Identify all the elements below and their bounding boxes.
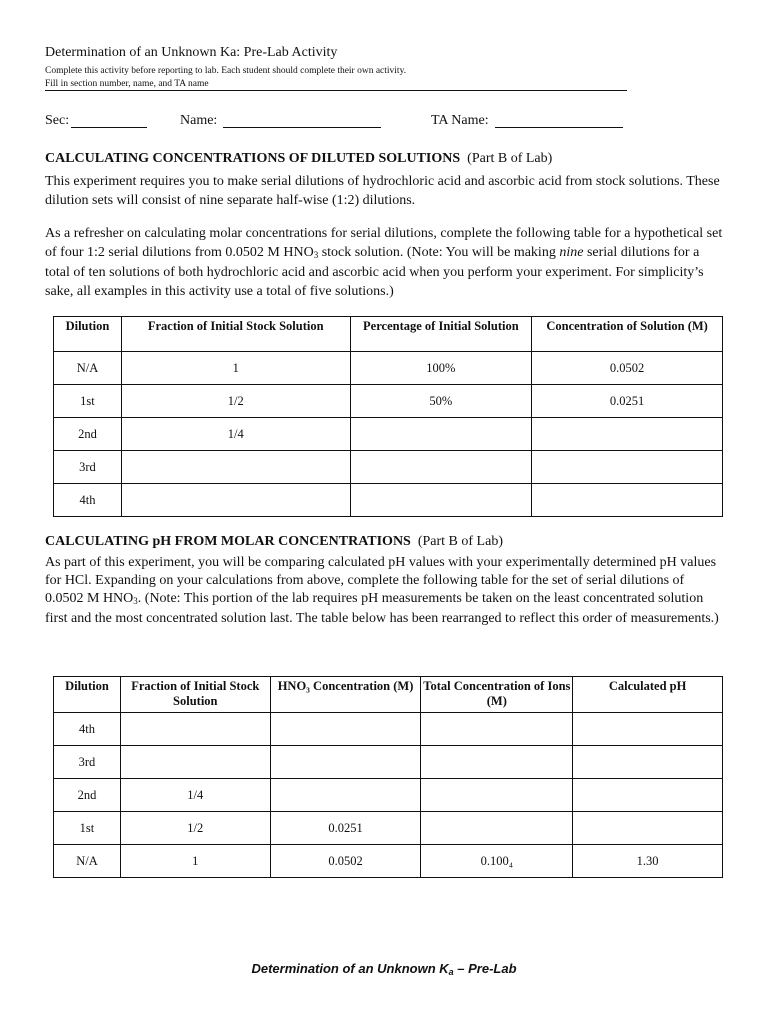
table-row (54, 746, 723, 779)
footer-text-a: Determination of an Unknown K (251, 961, 449, 976)
section-field (45, 113, 69, 129)
table-cell-blank[interactable] (121, 451, 350, 484)
table-cell: 1 (121, 352, 350, 385)
table-row (54, 713, 723, 746)
table-cell: 1/4 (121, 418, 350, 451)
table-row (54, 418, 723, 451)
instruction-text: Complete this activity before reporting to lab. Each student should complete their own activity. (45, 66, 407, 76)
table-cell: 4th (54, 484, 122, 517)
table-cell: 4th (54, 713, 121, 746)
table-cell-blank[interactable] (532, 418, 723, 451)
column-header: HNO₃ Concentration (M) (270, 677, 421, 713)
name-blank[interactable] (223, 113, 381, 128)
dilution-table (53, 316, 723, 517)
table-cell: 2nd (54, 779, 121, 812)
column-header: Total Concentration of Ions (M) (421, 677, 573, 713)
table-cell: 2nd (54, 418, 122, 451)
table-cell-blank[interactable] (573, 746, 723, 779)
table-cell-blank[interactable] (573, 713, 723, 746)
table-cell-blank[interactable] (532, 484, 723, 517)
table-row (54, 845, 723, 878)
ph-text-b: . (Note: This portion of the lab requires pH measurements be taken on the least concentrated solution first and the most concentrated solution last. The table below has been rearranged to reflect this order of measurements.) (45, 591, 719, 626)
table-cell-blank[interactable] (350, 484, 532, 517)
table-cell-blank[interactable] (421, 779, 573, 812)
heading-text: CALCULATING pH FROM MOLAR CONCENTRATIONS (45, 534, 411, 549)
table-row (54, 484, 723, 517)
column-header: Calculated pH (573, 677, 723, 713)
ta-name-label: TA Name: (431, 113, 489, 128)
table-cell-blank[interactable] (121, 484, 350, 517)
page-footer (0, 961, 768, 977)
table-cell-blank[interactable] (270, 713, 421, 746)
table-row (54, 385, 723, 418)
fill-in-instruction: Fill in section number, name, and TA name (45, 79, 627, 91)
column-header: Fraction of Initial Stock Solution (121, 317, 350, 352)
heading-part: (Part B of Lab) (467, 151, 553, 166)
refresher-paragraph (45, 225, 725, 301)
table-cell: 1/4 (120, 779, 270, 812)
ph-text-a: As part of this experiment, you will be comparing calculated pH values with your experimentally determined pH values for HCl. Expanding on your calculations from above, complete the following table for the set of serial dilutions of 0.0502 M HNO (45, 555, 717, 606)
refresher-text-c: serial dilutions for a total of ten solutions of both hydrochloric acid and ascorbic acid when you perform your experiment. For simplicity’s sake, all examples in this activity use a total of five solutions.) (45, 244, 704, 299)
table-cell-blank[interactable] (421, 812, 573, 845)
column-header: Dilution (54, 317, 122, 352)
table-row (54, 779, 723, 812)
table-cell: 0.0251 (532, 385, 723, 418)
table-row (54, 451, 723, 484)
heading-text: CALCULATING CONCENTRATIONS OF DILUTED SOLUTIONS (45, 151, 461, 166)
section-label: Sec: (45, 113, 70, 128)
ta-name-field (431, 113, 489, 129)
section-blank[interactable] (71, 113, 147, 128)
table-cell: N/A (54, 352, 122, 385)
name-label: Name: (180, 113, 218, 128)
refresher-italic: nine (559, 244, 584, 260)
table-cell-blank[interactable] (573, 779, 723, 812)
table-cell: 3rd (54, 746, 121, 779)
table-cell: 0.0251 (270, 812, 421, 845)
footer-subscript: a (448, 967, 454, 977)
student-info-line (45, 113, 745, 133)
refresher-text-a: As a refresher on calculating molar concentrations for serial dilutions, complete the following table for a hypothetical set of four 1:2 serial dilutions from 0.0502 M HNO (45, 226, 723, 260)
ta-name-blank[interactable] (495, 113, 623, 128)
table-cell: 50% (350, 385, 532, 418)
table-cell-blank[interactable] (120, 746, 270, 779)
table-header-row (54, 317, 723, 352)
table-cell: 1.30 (573, 845, 723, 878)
table-cell: 3rd (54, 451, 122, 484)
table-cell: N/A (54, 845, 121, 878)
ph-paragraph (45, 554, 725, 628)
subscript: 3 (133, 596, 138, 606)
table-cell: 1/2 (120, 812, 270, 845)
table-cell-blank[interactable] (270, 779, 421, 812)
column-header: Dilution (54, 677, 121, 713)
table-cell: 0.0502 (270, 845, 421, 878)
table-row (54, 352, 723, 385)
section-heading-concentrations (45, 151, 552, 167)
table-cell-blank[interactable] (350, 451, 532, 484)
table-cell-blank[interactable] (350, 418, 532, 451)
heading-part: (Part B of Lab) (417, 534, 503, 549)
table-cell-blank[interactable] (421, 713, 573, 746)
column-header: Percentage of Initial Solution (350, 317, 532, 352)
table-cell: 1/2 (121, 385, 350, 418)
refresher-text-b: stock solution. (Note: You will be making (318, 244, 560, 260)
table-cell: 1st (54, 812, 121, 845)
table-cell: 1st (54, 385, 122, 418)
table-cell: 100% (350, 352, 532, 385)
column-header: Fraction of Initial Stock Solution (120, 677, 270, 713)
footer-text-b: – Pre-Lab (453, 961, 517, 976)
table-cell-blank[interactable] (270, 746, 421, 779)
table-cell: 1 (120, 845, 270, 878)
table-cell: 0.0502 (532, 352, 723, 385)
table-cell: 0.100₄ (421, 845, 573, 878)
table-cell-blank[interactable] (120, 713, 270, 746)
table-header-row (54, 677, 723, 713)
table-cell-blank[interactable] (573, 812, 723, 845)
column-header: Concentration of Solution (M) (532, 317, 723, 352)
name-field (180, 113, 217, 129)
table-row (54, 812, 723, 845)
ph-table (53, 676, 723, 878)
section-heading-ph (45, 534, 503, 550)
table-cell-blank[interactable] (532, 451, 723, 484)
subscript: 3 (313, 249, 319, 260)
table-cell-blank[interactable] (421, 746, 573, 779)
intro-paragraph: This experiment requires you to make serial dilutions of hydrochloric acid and ascorbic acid from stock solutions. These dilution sets will consist of nine separate half-wise (1:2) dilutions. (45, 174, 720, 208)
document-title: Determination of an Unknown Ka: Pre-Lab Activity (45, 45, 338, 60)
